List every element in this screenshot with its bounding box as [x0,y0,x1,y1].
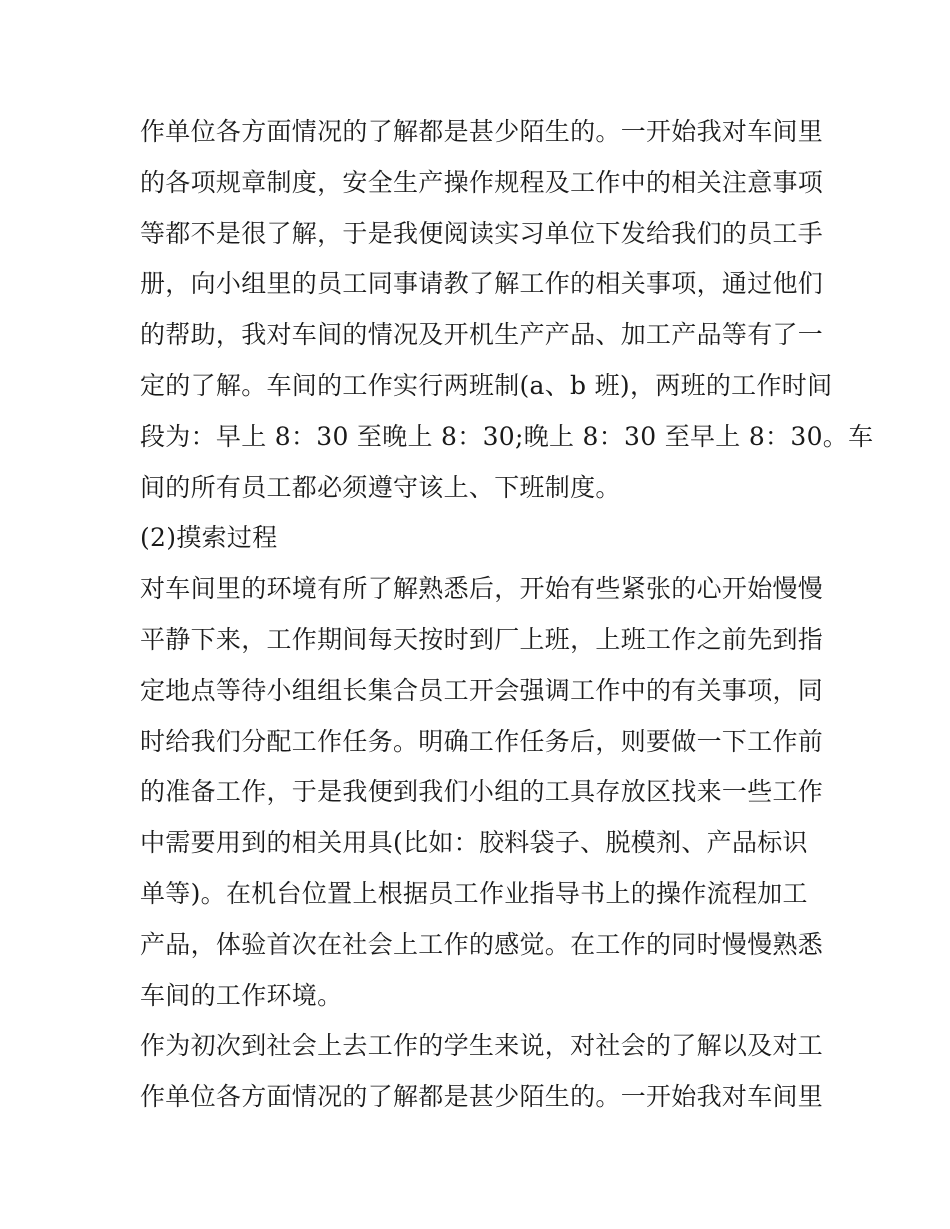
text-line: 等都不是很了解，于是我便阅读实习单位下发给我们的员工手 [140,218,824,248]
text-line: 册，向小组里的员工同事请教了解工作的相关事项，通过他们 [140,269,824,299]
text-line: 平静下来，工作期间每天按时到厂上班，上班工作之前先到指 [140,624,824,654]
text-line: 单等)。在机台位置上根据员工作业指导书上的操作流程加工 [140,878,808,908]
text-line: 产品，体验首次在社会上工作的感觉。在工作的同时慢慢熟悉 [140,929,824,959]
text-line: 的准备工作，于是我便到我们小组的工具存放区找来一些工作 [140,777,824,807]
text-line: 时给我们分配工作任务。明确工作任务后，则要做一下工作前 [140,726,824,756]
text-line: 间的所有员工都必须遵守该上、下班制度。 [140,472,621,502]
text-line: 作单位各方面情况的了解都是甚少陌生的。一开始我对车间里 [140,1082,824,1112]
section-heading: (2)摸索过程 [140,523,278,553]
text-line: 定地点等待小组组长集合员工开会强调工作中的有关事项，同 [140,675,824,705]
text-line: 的各项规章制度，安全生产操作规程及工作中的相关注意事项 [140,167,824,197]
document-body [140,107,874,1123]
text-line: 中需要用到的相关用具(比如：胶料袋子、脱模剂、产品标识 [140,828,808,858]
text-line: 作为初次到社会上去工作的学生来说，对社会的了解以及对工 [140,1031,824,1061]
text-line: 车间的工作环境。 [140,980,343,1010]
text-line: 对车间里的环境有所了解熟悉后，开始有些紧张的心开始慢慢 [140,574,824,604]
text-line: 的帮助，我对车间的情况及开机生产产品、加工产品等有了一 [140,320,824,350]
text-line: 定的了解。车间的工作实行两班制(a、b 班)，两班的工作时间 [140,370,833,400]
text-line: 作单位各方面情况的了解都是甚少陌生的。一开始我对车间里 [140,117,824,146]
text-line: 段为：早上 8：30 至晚上 8：30;晚上 8：30 至早上 8：30。车 [140,421,874,451]
